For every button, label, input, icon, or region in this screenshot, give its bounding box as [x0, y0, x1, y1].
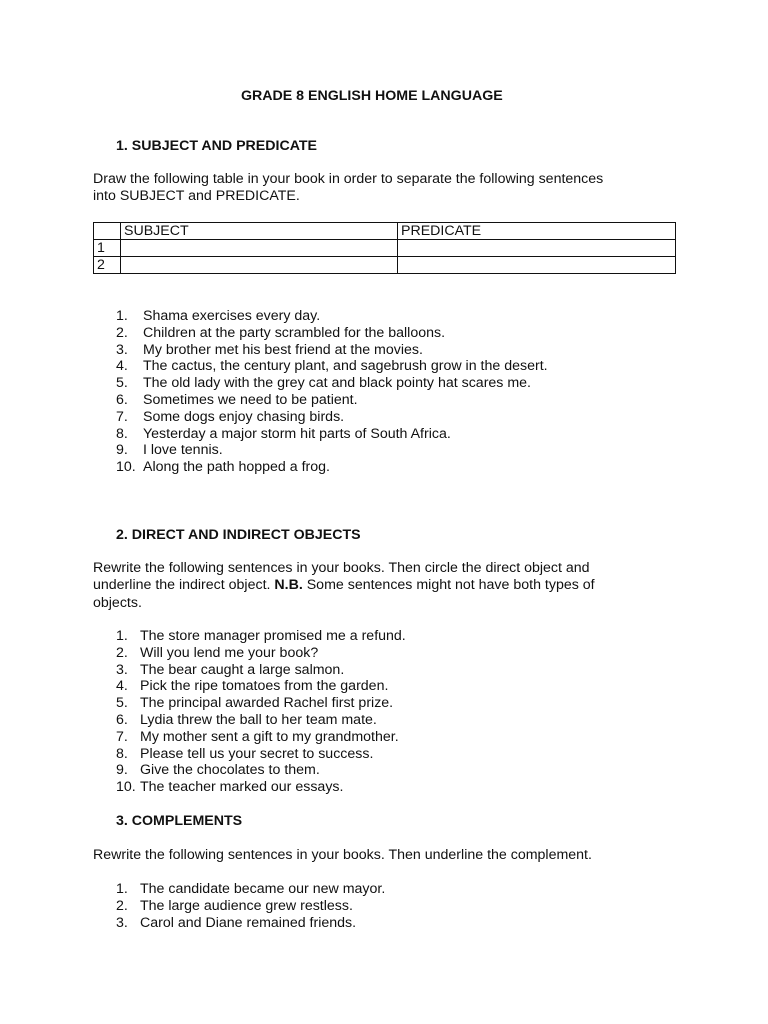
list-item-text: The bear caught a large salmon. [140, 661, 345, 678]
list-item-text: Along the path hopped a frog. [143, 459, 330, 476]
list-item-number: 9. [116, 762, 128, 779]
list-item-text: Some dogs enjoy chasing birds. [143, 408, 345, 425]
list-item-number: 1. [116, 628, 128, 644]
list-item-text: Shama exercises every day. [143, 308, 321, 324]
section-2-instructions-line-3: objects. [93, 595, 142, 611]
section-3-heading: 3. COMPLEMENTS [116, 813, 243, 829]
nb-label: N.B. [274, 577, 303, 593]
table-row-number: 1 [94, 240, 121, 257]
document-title: GRADE 8 ENGLISH HOME LANGUAGE [241, 88, 503, 104]
list-item-number: 7. [116, 408, 128, 425]
list-item-text: Give the chocolates to them. [140, 762, 320, 779]
section-3-instructions-line-1: Rewrite the following sentences in your books. Then underline the complement. [93, 847, 592, 863]
list-item-text: Children at the party scrambled for the balloons. [143, 324, 446, 341]
instructions-text: Some sentences might not have both types of [302, 577, 595, 593]
list-item-number: 3. [116, 661, 128, 678]
list-item-number: 2. [116, 644, 128, 661]
list-item-text: The principal awarded Rachel first prize. [140, 695, 394, 712]
list-item-text: The candidate became our new mayor. [140, 881, 386, 897]
list-item-text: My mother sent a gift to my grandmother. [140, 728, 399, 745]
list-item-number: 3. [116, 341, 128, 358]
section-2-instructions-line-1: Rewrite the following sentences in your books. Then circle the direct object and [93, 560, 590, 576]
list-item-text: The teacher marked our essays. [140, 779, 344, 796]
list-item-text: The large audience grew restless. [140, 897, 353, 914]
list-item-number: 10. [116, 779, 136, 796]
subject-predicate-table [93, 222, 676, 274]
list-item-number: 5. [116, 375, 128, 392]
list-item-number: 1. [116, 308, 128, 324]
section-1-instructions-line-2: into SUBJECT and PREDICATE. [93, 188, 300, 204]
section-1-instructions-line-1: Draw the following table in your book in order to separate the following sentences [93, 171, 604, 187]
table-header-row [94, 223, 676, 240]
section-1-heading: 1. SUBJECT AND PREDICATE [116, 138, 318, 154]
list-item-number: 2. [116, 324, 128, 341]
list-item-number: 8. [116, 425, 128, 442]
list-item-number: 4. [116, 678, 128, 695]
table-cell-predicate [398, 257, 676, 274]
list-item-number: 1. [116, 881, 128, 897]
table-row-number: 2 [94, 257, 121, 274]
list-item-text: Carol and Diane remained friends. [140, 914, 357, 931]
list-item-number: 2. [116, 897, 128, 914]
list-item-text: My brother met his best friend at the movies. [143, 341, 423, 358]
list-item-number: 6. [116, 391, 128, 408]
table-cell-subject [121, 257, 398, 274]
list-item-number: 9. [116, 442, 128, 459]
table-row [94, 257, 676, 274]
list-item-number: 5. [116, 695, 128, 712]
list-item-text: I love tennis. [143, 442, 223, 459]
table-header-subject: SUBJECT [121, 223, 398, 240]
list-item-text: The old lady with the grey cat and black pointy hat scares me. [143, 375, 531, 392]
table-cell-predicate [398, 240, 676, 257]
section-2-heading: 2. DIRECT AND INDIRECT OBJECTS [116, 527, 361, 543]
list-item-text: Please tell us your secret to success. [140, 745, 374, 762]
list-item-number: 8. [116, 745, 128, 762]
list-item-text: The cactus, the century plant, and sagebrush grow in the desert. [143, 358, 548, 375]
list-item-number: 4. [116, 358, 128, 375]
table-row [94, 240, 676, 257]
list-item-number: 10. [116, 459, 136, 476]
section-2-instructions-line-2 [93, 577, 595, 594]
list-item-number: 6. [116, 711, 128, 728]
list-item-text: The store manager promised me a refund. [140, 628, 406, 644]
list-item-number: 7. [116, 728, 128, 745]
table-cell-subject [121, 240, 398, 257]
list-item-text: Yesterday a major storm hit parts of South Africa. [143, 425, 451, 442]
instructions-text: underline the indirect object. [93, 577, 275, 593]
list-item-number: 3. [116, 914, 128, 931]
table-cell-corner [94, 223, 121, 240]
list-item-text: Sometimes we need to be patient. [143, 391, 358, 408]
list-item-text: Lydia threw the ball to her team mate. [140, 711, 377, 728]
list-item-text: Pick the ripe tomatoes from the garden. [140, 678, 389, 695]
table-header-predicate: PREDICATE [398, 223, 676, 240]
list-item-text: Will you lend me your book? [140, 644, 319, 661]
